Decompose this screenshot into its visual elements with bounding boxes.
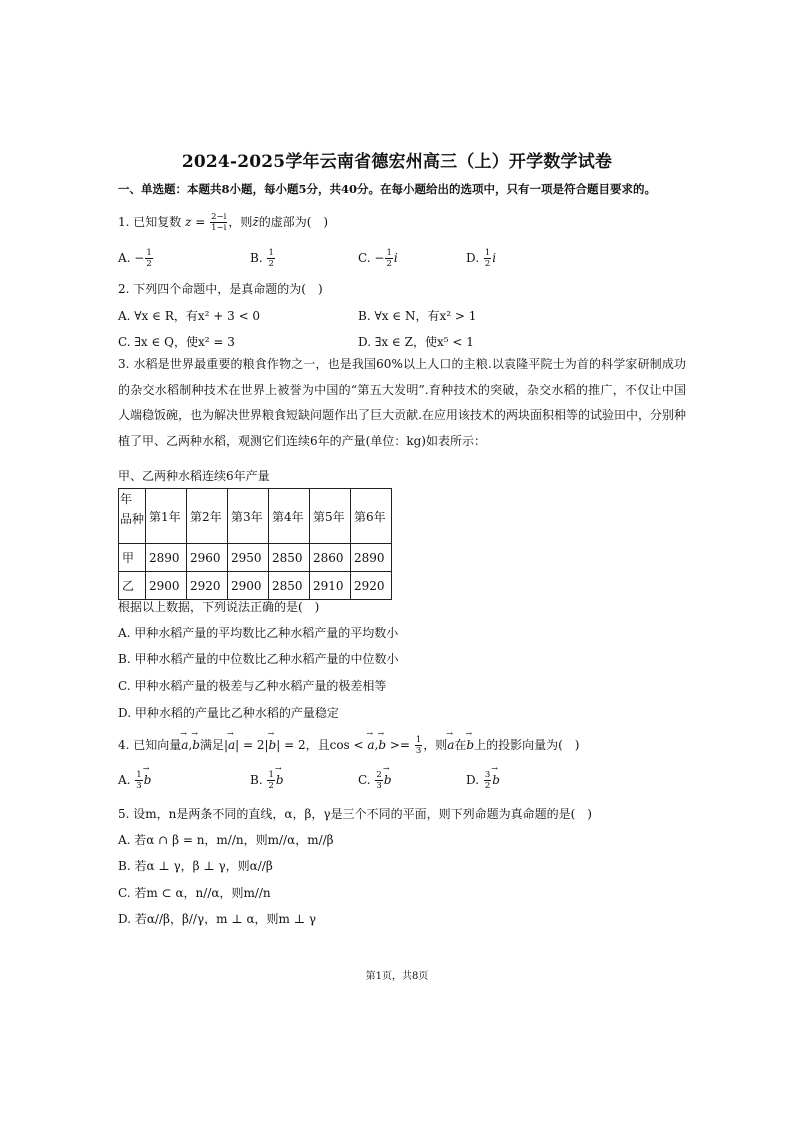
question-3-prompt: 根据以上数据，下列说法正确的是( ) <box>118 600 320 614</box>
page-title: 2024-2025学年云南省德宏州高三（上）开学数学试卷 <box>181 152 613 172</box>
table-cell: 2890 <box>351 544 392 572</box>
question-4-option-b[interactable]: B. $\frac{1}{2}$ → b <box>250 770 284 791</box>
table-header-cell: 第3年 <box>228 489 269 544</box>
table-caption: 甲、乙两种水稻连续6年产量 <box>118 469 270 483</box>
fraction: $\frac{2-i}{1-i}$ <box>211 212 227 233</box>
table-corner-cell: 年 品种 <box>119 489 146 544</box>
table-cell: 2950 <box>228 544 269 572</box>
question-2-stem: 2. 下列四个命题中，是真命题的为( ) <box>118 282 323 296</box>
question-5-option-a[interactable]: A. 若α ∩ β = n，m//n，则m//α，m//β <box>118 833 334 847</box>
table-row <box>119 544 392 572</box>
question-1-option-c[interactable]: C. − $\frac{1}{2}$ i <box>358 248 398 269</box>
table-header-cell: 第1年 <box>146 489 187 544</box>
table-header-cell: 第4年 <box>269 489 310 544</box>
table-header-cell: 第6年 <box>351 489 392 544</box>
question-2-option-b[interactable]: B. ∀x ∈ N，有x² > 1 <box>358 309 477 323</box>
table-cell: 2860 <box>310 544 351 572</box>
table-cell: 2910 <box>310 572 351 600</box>
question-3-option-a[interactable]: A. 甲种水稻产量的平均数比乙种水稻产量的平均数小 <box>118 626 399 640</box>
question-3-option-d[interactable]: D. 甲种水稻的产量比乙种水稻的产量稳定 <box>118 706 339 720</box>
question-1-option-a[interactable]: A. − $\frac{1}{2}$ <box>118 248 152 269</box>
table-cell: 2850 <box>269 544 310 572</box>
question-4-option-d[interactable]: D. $\frac{3}{2}$ → b <box>466 770 500 791</box>
question-2-option-d[interactable]: D. ∃x ∈ Z，使x⁵ < 1 <box>358 335 474 349</box>
page-footer: 第1页，共8页 <box>365 971 429 982</box>
table-header-cell: 第2年 <box>187 489 228 544</box>
table-cell: 2920 <box>351 572 392 600</box>
table-cell: 2900 <box>146 572 187 600</box>
table-cell: 2890 <box>146 544 187 572</box>
question-2-option-c[interactable]: C. ∃x ∈ Q，使x² = 3 <box>118 335 235 349</box>
question-4-option-c[interactable]: C. $\frac{2}{3}$ → b <box>358 770 392 791</box>
row-label: 甲 <box>119 544 146 572</box>
question-1-stem: 1. 已知复数 z = $\frac{2-i}{1-i}$ ，则z̄的虚部为( ) <box>118 212 329 233</box>
table-cell: 2900 <box>228 572 269 600</box>
row-label: 乙 <box>119 572 146 600</box>
question-2-option-a[interactable]: A. ∀x ∈ R，有x² + 3 < 0 <box>118 309 261 323</box>
question-3-stem: 3. 水稻是世界最重要的粮食作物之一，也是我国60%以上人口的主粮.以袁隆平院士为首的科学家研制成功的杂交水稻制种技术在世界上被誉为中国的“第五大发明”.育种技术的突破，杂交水稻的推广，不仅让中国人端稳饭碗，也为解决世界粮食短缺问题作出了巨大贡献.在应用该技术的两块面积相等的试验田中，分别种植了甲、乙两种水稻，观测它们连续6年的产量(单位：kg)如表所示： <box>118 357 686 448</box>
yield-table <box>118 488 392 600</box>
question-5-option-d[interactable]: D. 若α//β，β//γ，m ⊥ α，则m ⊥ γ <box>118 912 317 926</box>
question-1-option-b[interactable]: B. $\frac{1}{2}$ <box>250 248 274 269</box>
question-5-option-b[interactable]: B. 若α ⊥ γ，β ⊥ γ，则α//β <box>118 859 273 873</box>
question-1-option-d[interactable]: D. $\frac{1}{2}$ i <box>466 248 497 269</box>
table-header-row <box>119 489 392 544</box>
question-5-stem: 5. 设m，n是两条不同的直线，α，β，γ是三个不同的平面，则下列命题为真命题的是( ) <box>118 807 592 821</box>
question-4-stem: 4. 已知向量→ a,→ b满足|→ a| = 2|→ b| = 2，且cos < → a,→ b >= $\frac{1}{3}$ ，则→ a在→ b上的投影向量为( ) <box>118 735 579 756</box>
question-3-option-c[interactable]: C. 甲种水稻产量的极差与乙种水稻产量的极差相等 <box>118 679 387 693</box>
table-cell: 2920 <box>187 572 228 600</box>
section-heading: 一、单选题：本题共8小题，每小题5分，共40分。在每小题给出的选项中，只有一项是符合题目要求的。 <box>118 182 657 196</box>
question-5-option-c[interactable]: C. 若m ⊂ α，n//α，则m//n <box>118 886 271 900</box>
question-4-option-a[interactable]: A. $\frac{1}{3}$ → b <box>118 770 151 791</box>
question-3-option-b[interactable]: B. 甲种水稻产量的中位数比乙种水稻产量的中位数小 <box>118 652 399 666</box>
table-header-cell: 第5年 <box>310 489 351 544</box>
table-cell: 2960 <box>187 544 228 572</box>
table-row <box>119 572 392 600</box>
table-cell: 2850 <box>269 572 310 600</box>
